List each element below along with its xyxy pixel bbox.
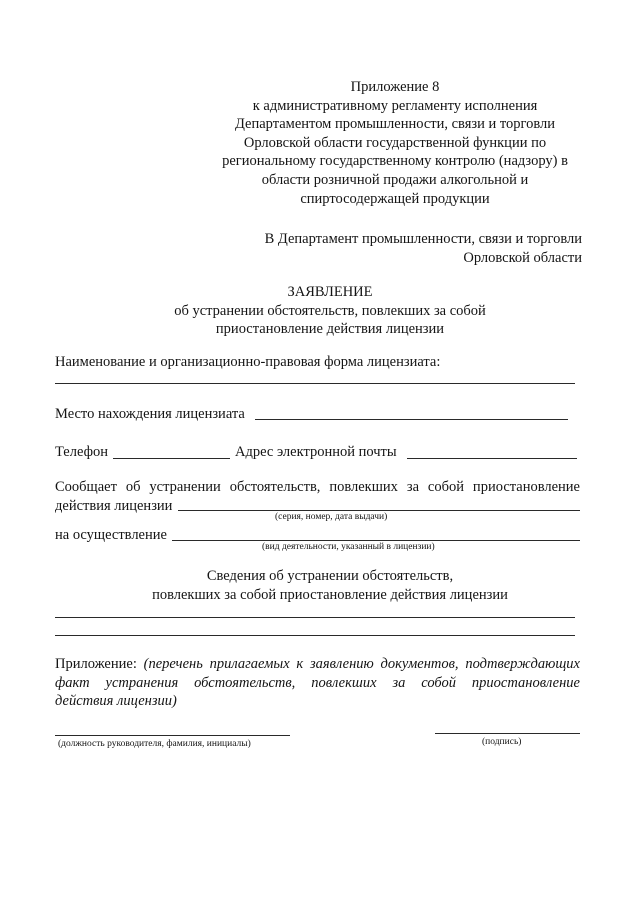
activity-field[interactable]: [172, 540, 580, 541]
appendix-line: к административному регламенту исполнения: [252, 97, 538, 114]
signature-caption: (подпись): [482, 737, 522, 747]
activity-caption: (вид деятельности, указанный в лицензии): [262, 542, 435, 552]
licensee-name-label: Наименование и организационно-правовая форма лицензиата:: [55, 354, 441, 370]
title-heading: ЗАЯВЛЕНИЕ: [287, 284, 373, 300]
phone-field[interactable]: [113, 458, 230, 459]
license-caption: (серия, номер, дата выдачи): [275, 512, 388, 522]
addressee-line: Орловской области: [463, 250, 582, 266]
activity-label: на осуществление: [55, 527, 167, 543]
title-subtitle: приостановление действия лицензии: [215, 321, 445, 337]
attachment-line-1: [55, 655, 580, 673]
location-label: Место нахождения лицензиата: [55, 406, 245, 422]
info-field-line-2[interactable]: [55, 635, 575, 636]
document-title: [100, 283, 560, 339]
addressee: [265, 230, 582, 268]
location-field[interactable]: [255, 419, 568, 420]
appendix-line: Приложение 8: [350, 79, 440, 95]
position-caption: (должность руководителя, фамилия, инициалы): [58, 739, 251, 749]
email-label: Адрес электронной почты: [235, 444, 397, 460]
license-label: действия лицензии: [55, 498, 173, 514]
appendix-line: региональному государственному контролю (надзору) в: [222, 153, 568, 170]
info-field-line-1[interactable]: [55, 617, 575, 618]
email-field[interactable]: [407, 458, 577, 459]
appendix-line: области розничной продажи алкогольной и: [261, 171, 529, 188]
attachment-text: (перечень прилагаемых к заявлению документов, подтверждающих: [143, 656, 580, 672]
phone-label: Телефон: [55, 444, 108, 460]
signature-field[interactable]: [435, 733, 580, 734]
report-statement: Сообщает об устранении обстоятельств, повлекших за собой приостановление: [55, 479, 580, 495]
addressee-line: В Департамент промышленности, связи и торговли: [264, 231, 582, 247]
info-heading-line: Сведения об устранении обстоятельств,: [206, 568, 454, 584]
attachment-line-3: действия лицензии): [55, 693, 177, 709]
appendix-line: Департаментом промышленности, связи и торговли: [234, 116, 556, 133]
appendix-header: [210, 78, 580, 208]
title-subtitle: об устранении обстоятельств, повлекших за собой: [174, 302, 486, 319]
attachment-line-2: факт устранения обстоятельств, повлекших за собой приостановление: [55, 675, 580, 691]
position-field[interactable]: [55, 735, 290, 736]
info-section-heading: [100, 567, 560, 605]
license-field[interactable]: [178, 510, 580, 511]
info-heading-line: повлекших за собой приостановление действия лицензии: [152, 587, 508, 603]
appendix-line: спиртосодержащей продукции: [300, 190, 490, 207]
attachment-label: Приложение:: [55, 656, 137, 672]
licensee-name-field[interactable]: [55, 383, 575, 384]
appendix-line: Орловской области государственной функции по: [243, 134, 547, 151]
